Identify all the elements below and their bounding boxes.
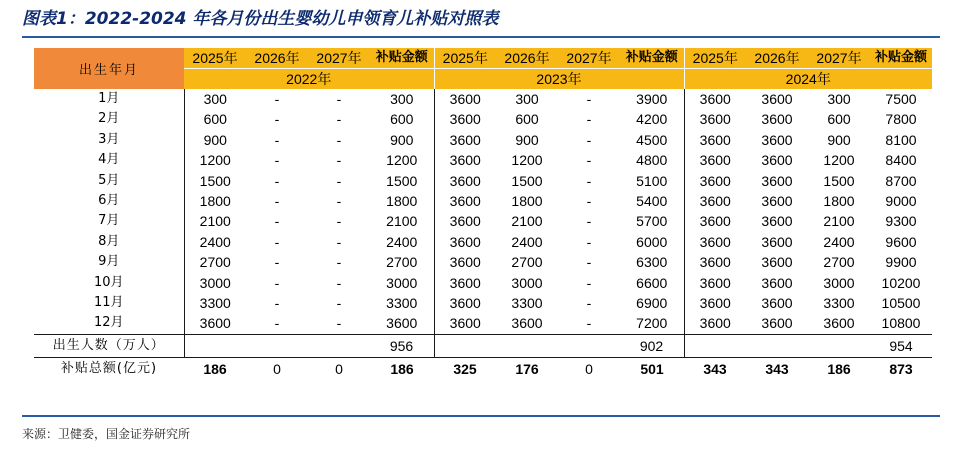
col-header: 补贴金额 <box>620 48 684 69</box>
table-cell: 4800 <box>636 152 668 169</box>
figure-title: 图表1：2022-2024 年各月份出生婴幼儿申领育儿补贴对照表 <box>22 9 499 29</box>
col-header: 2027年 <box>808 48 870 69</box>
table-cell: 2100 <box>511 213 543 230</box>
table-cell: 2400 <box>386 233 418 250</box>
table-cell: 600 <box>184 109 246 129</box>
table-cell: 1200 <box>386 152 418 169</box>
table-cell: - <box>586 91 592 107</box>
table-cell: - <box>336 172 342 189</box>
group-header-2022: 2022年 <box>184 69 434 90</box>
table-cell: 3600 <box>684 191 746 211</box>
table-row <box>34 191 932 211</box>
table-cell: 3600 <box>434 130 496 150</box>
table-cell: 300 <box>827 91 851 107</box>
table-cell: 3600 <box>684 109 746 129</box>
table-cell: 2700 <box>823 254 855 271</box>
table-cell: - <box>274 111 280 128</box>
table-cell: 3600 <box>434 191 496 211</box>
table-cell: 3600 <box>684 130 746 150</box>
total-label: 补贴总额(亿元) <box>34 357 184 380</box>
table-cell: 3000 <box>511 274 543 291</box>
table-cell: 3600 <box>761 315 793 332</box>
table-cell: 3600 <box>684 232 746 252</box>
table-cell: 2700 <box>386 254 418 271</box>
table-cell: 3600 <box>434 293 496 313</box>
table-cell: 10500 <box>881 295 921 312</box>
table-cell: - <box>586 152 592 169</box>
table-cell: 3000 <box>823 274 855 291</box>
table-cell: 3600 <box>684 293 746 313</box>
table-cell: 4500 <box>636 131 668 148</box>
table-cell: 1200 <box>184 150 246 170</box>
top-rule <box>22 36 940 38</box>
table-cell: 3300 <box>823 295 855 312</box>
table-cell: 5100 <box>636 172 668 189</box>
births-value: 956 <box>389 337 414 354</box>
table-cell: 2100 <box>823 213 855 230</box>
subsidy-table <box>34 48 932 380</box>
table-cell: 7800 <box>885 111 917 128</box>
table-cell: 3600 <box>434 273 496 293</box>
group-header-2024: 2024年 <box>684 69 932 90</box>
table-cell: 1500 <box>823 172 855 189</box>
table-cell: 6000 <box>636 233 668 250</box>
month-label: 9月 <box>98 254 120 270</box>
table-cell: - <box>336 111 342 128</box>
table-cell: 3600 <box>434 109 496 129</box>
table-cell: 1800 <box>386 193 418 210</box>
col-header: 2026年 <box>246 48 308 69</box>
table-cell: 2400 <box>184 232 246 252</box>
births-value: 902 <box>639 337 664 354</box>
month-label: 11月 <box>93 295 124 311</box>
table-cell: 1500 <box>511 172 543 189</box>
table-cell: 9600 <box>885 233 917 250</box>
table-cell: 3300 <box>386 295 418 312</box>
births-label: 出生人数（万人） <box>34 334 184 357</box>
table-cell: 6300 <box>636 254 668 271</box>
table-cell: 3600 <box>684 171 746 191</box>
table-cell: 1800 <box>511 193 543 210</box>
table-cell: - <box>336 91 342 107</box>
col-header: 2026年 <box>746 48 808 69</box>
table-cell: 1800 <box>823 193 855 210</box>
group-header-2023: 2023年 <box>434 69 684 90</box>
table-row <box>34 171 932 191</box>
table-cell: 3600 <box>761 233 793 250</box>
table-cell: 3600 <box>761 131 793 148</box>
month-label: 8月 <box>98 233 120 249</box>
table-row <box>34 252 932 272</box>
births-2023 <box>434 334 684 357</box>
table-cell: 3600 <box>761 111 793 128</box>
table-cell: 3600 <box>761 274 793 291</box>
table-cell: - <box>586 213 592 230</box>
table-cell: 3300 <box>511 295 543 312</box>
total-cell: 501 <box>620 357 684 380</box>
table-cell: 3600 <box>761 91 793 107</box>
col-header: 2025年 <box>184 48 246 69</box>
table-row <box>34 130 932 150</box>
total-cell: 343 <box>746 357 808 380</box>
total-cell: 186 <box>184 357 246 380</box>
table-cell: 3300 <box>184 293 246 313</box>
table-cell: 1500 <box>184 171 246 191</box>
table-cell: 4200 <box>636 111 668 128</box>
table-cell: 1800 <box>184 191 246 211</box>
table-cell: 2700 <box>511 254 543 271</box>
table-cell: 3600 <box>761 295 793 312</box>
total-cell: 0 <box>308 357 370 380</box>
table-cell: 600 <box>827 111 851 128</box>
table-cell: - <box>586 111 592 128</box>
table-cell: 1200 <box>823 152 855 169</box>
table-cell: - <box>586 315 592 332</box>
total-cell: 0 <box>558 357 620 380</box>
table-cell: - <box>274 274 280 291</box>
col-header: 2027年 <box>558 48 620 69</box>
table-cell: 900 <box>827 131 851 148</box>
table-cell: 9300 <box>885 213 917 230</box>
table-cell: - <box>336 254 342 271</box>
table-cell: 3600 <box>684 89 746 109</box>
table-row <box>34 150 932 170</box>
table-cell: - <box>336 131 342 148</box>
births-row <box>34 334 932 357</box>
table-cell: 10200 <box>881 274 921 291</box>
month-label: 12月 <box>93 315 124 331</box>
total-cell: 343 <box>684 357 746 380</box>
table-cell: 3600 <box>434 150 496 170</box>
table-cell: 3600 <box>434 252 496 272</box>
table-cell: 9900 <box>885 254 917 271</box>
table-cell: - <box>336 152 342 169</box>
table-cell: 3000 <box>386 274 418 291</box>
total-cell: 873 <box>870 357 932 380</box>
table-cell: - <box>274 152 280 169</box>
month-label: 1月 <box>98 91 120 106</box>
total-cell: 325 <box>434 357 496 380</box>
table-cell: - <box>586 274 592 291</box>
table-cell: 300 <box>390 91 414 107</box>
col-header: 2025年 <box>434 48 496 69</box>
col-header: 2027年 <box>308 48 370 69</box>
table-cell: 900 <box>515 131 539 148</box>
table-cell: 3600 <box>684 273 746 293</box>
table-cell: 3900 <box>636 91 668 107</box>
table-cell: - <box>274 193 280 210</box>
total-row <box>34 357 932 380</box>
source-note: 来源：卫健委，国金证券研究所 <box>22 427 191 441</box>
table-cell: 1500 <box>386 172 418 189</box>
table-cell: 900 <box>390 131 414 148</box>
month-label: 5月 <box>98 172 120 188</box>
month-label: 10月 <box>93 274 124 290</box>
table-cell: 3600 <box>761 213 793 230</box>
table-cell: 6900 <box>636 295 668 312</box>
table-cell: 3000 <box>184 273 246 293</box>
table-cell: 3600 <box>434 232 496 252</box>
table-cell: 3600 <box>761 193 793 210</box>
table-cell: 2400 <box>511 233 543 250</box>
month-label: 2月 <box>98 111 120 127</box>
table-cell: - <box>274 315 280 332</box>
table-cell: 900 <box>184 130 246 150</box>
table-cell: 3600 <box>684 211 746 231</box>
table-cell: 3600 <box>184 313 246 334</box>
col-header: 2025年 <box>684 48 746 69</box>
row-header-label: 出生年月 <box>34 48 184 89</box>
table-cell: 5700 <box>636 213 668 230</box>
header-row-years <box>34 48 932 69</box>
table-row <box>34 89 932 109</box>
table-cell: - <box>274 233 280 250</box>
table-cell: - <box>274 172 280 189</box>
table-cell: - <box>586 131 592 148</box>
table-cell: 300 <box>184 89 246 109</box>
total-cell: 176 <box>496 357 558 380</box>
table-row <box>34 109 932 129</box>
total-cell: 186 <box>370 357 434 380</box>
births-2022 <box>184 334 434 357</box>
table-cell: - <box>336 193 342 210</box>
table-cell: 3600 <box>434 89 496 109</box>
table-cell: 3600 <box>684 313 746 334</box>
table-cell: 3600 <box>684 150 746 170</box>
table-row <box>34 273 932 293</box>
table-cell: 3600 <box>761 152 793 169</box>
table-cell: - <box>274 295 280 312</box>
table-cell: - <box>274 254 280 271</box>
table-cell: - <box>586 233 592 250</box>
month-label: 4月 <box>98 152 120 168</box>
month-label: 7月 <box>98 213 120 229</box>
table-cell: - <box>336 295 342 312</box>
table-row <box>34 211 932 231</box>
table-cell: - <box>274 91 280 107</box>
table-cell: 3600 <box>761 172 793 189</box>
total-cell: 186 <box>808 357 870 380</box>
table-row <box>34 293 932 313</box>
table-cell: 8100 <box>885 131 917 148</box>
table-cell: 2400 <box>823 233 855 250</box>
births-value: 954 <box>889 337 913 354</box>
table-cell: 300 <box>515 91 539 107</box>
table-cell: 7500 <box>885 91 917 107</box>
table-cell: - <box>274 213 280 230</box>
col-header: 补贴金额 <box>370 48 434 69</box>
table-cell: - <box>336 315 342 332</box>
table-cell: 3600 <box>684 252 746 272</box>
total-cell: 0 <box>246 357 308 380</box>
table-cell: 3600 <box>511 315 543 332</box>
table-cell: 5400 <box>636 193 668 210</box>
bottom-rule <box>22 415 940 417</box>
table-cell: - <box>336 233 342 250</box>
table-cell: 3600 <box>434 211 496 231</box>
table-cell: - <box>336 274 342 291</box>
table-cell: 3600 <box>823 315 855 332</box>
table-cell: - <box>586 295 592 312</box>
table-cell: - <box>274 131 280 148</box>
month-label: 3月 <box>98 131 120 147</box>
table-cell: - <box>586 172 592 189</box>
table-cell: 9000 <box>885 193 917 210</box>
table-cell: 2100 <box>386 213 418 230</box>
table-cell: 3600 <box>434 313 496 334</box>
table-cell: 3600 <box>386 315 418 332</box>
table-body <box>34 89 932 334</box>
table-cell: 600 <box>390 111 414 128</box>
col-header: 补贴金额 <box>870 48 932 69</box>
table-cell: - <box>586 254 592 271</box>
table-cell: 10800 <box>881 315 921 332</box>
table-cell: - <box>586 193 592 210</box>
table-row <box>34 232 932 252</box>
births-2024 <box>684 334 932 357</box>
table-row <box>34 313 932 334</box>
month-label: 6月 <box>98 193 120 209</box>
table-cell: 600 <box>515 111 539 128</box>
table-cell: 8400 <box>885 152 917 169</box>
table-cell: 2100 <box>184 211 246 231</box>
table-cell: - <box>336 213 342 230</box>
table-cell: 1200 <box>511 152 543 169</box>
table-cell: 3600 <box>434 171 496 191</box>
table-cell: 3600 <box>761 254 793 271</box>
table-cell: 8700 <box>885 172 917 189</box>
col-header: 2026年 <box>496 48 558 69</box>
table-cell: 6600 <box>636 274 668 291</box>
table-cell: 2700 <box>184 252 246 272</box>
table-cell: 7200 <box>636 315 668 332</box>
